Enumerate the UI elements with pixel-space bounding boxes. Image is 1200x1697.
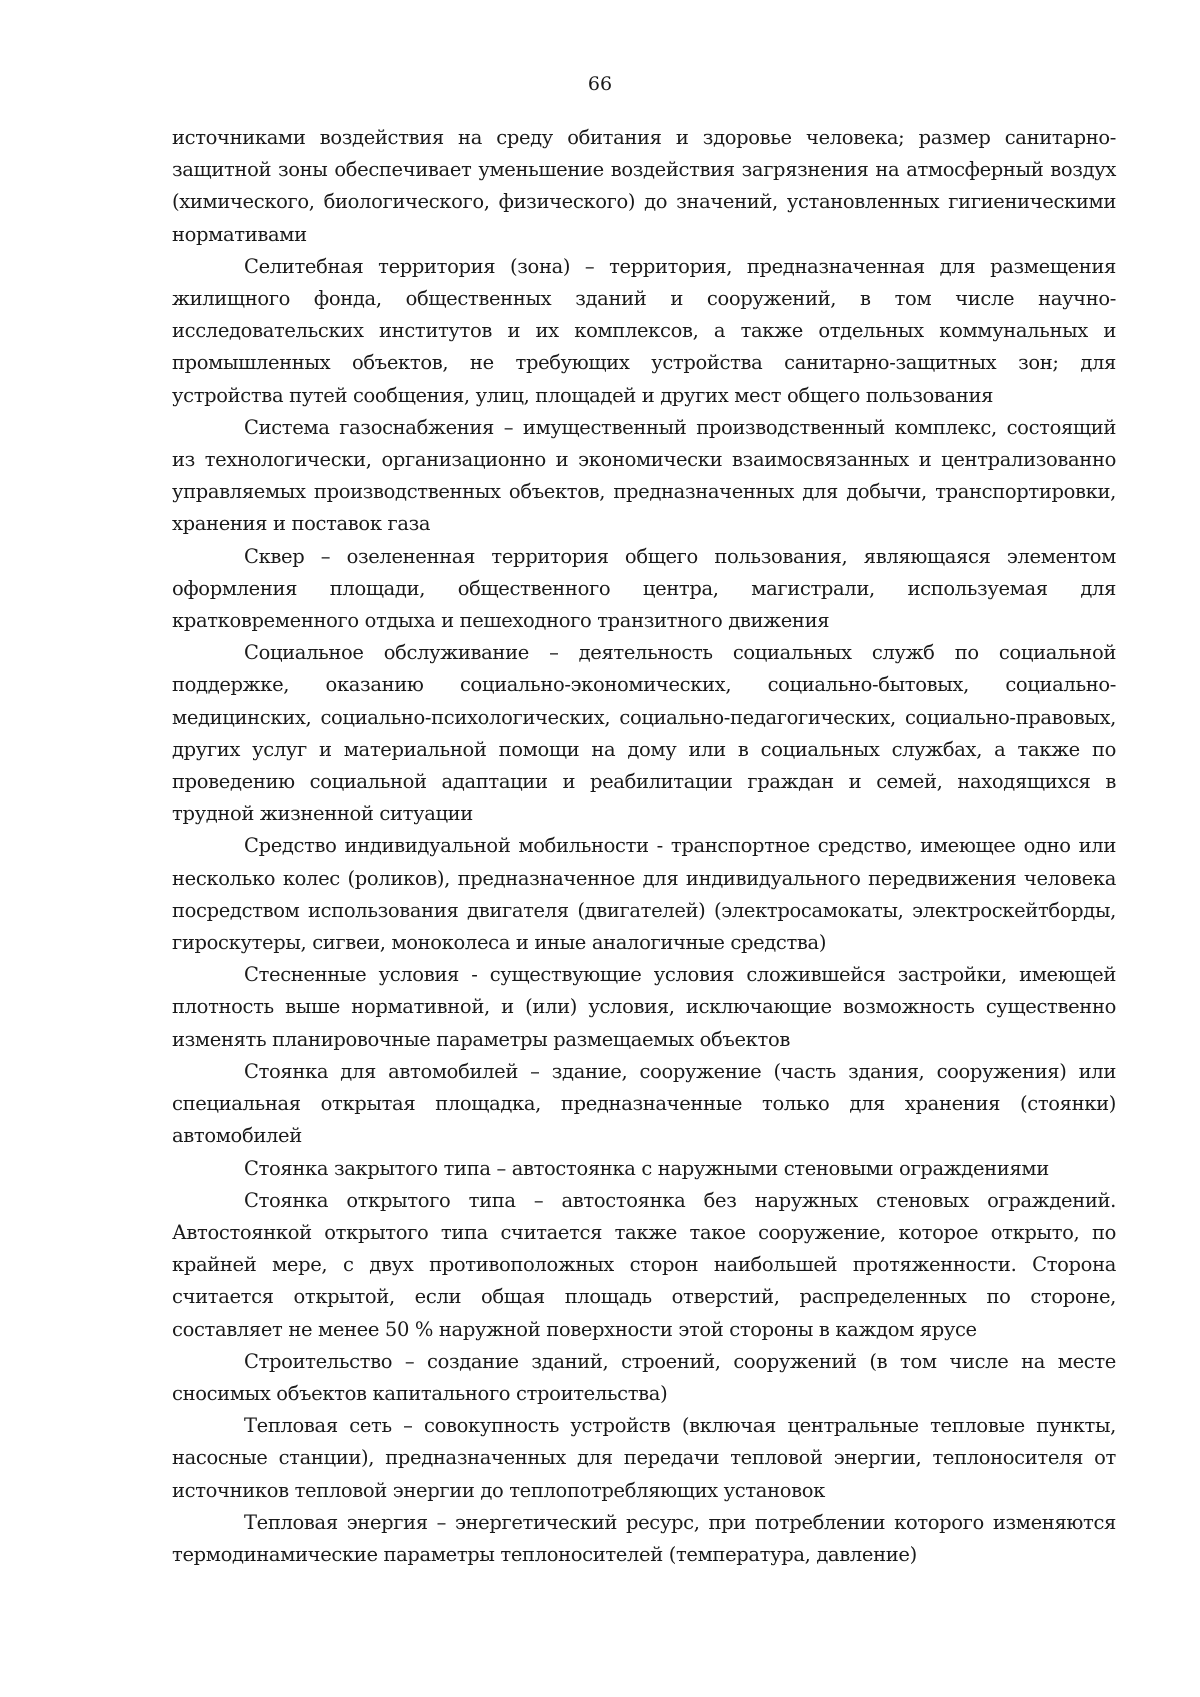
- paragraph-stroitelstvo: Строительство – создание зданий, строений, сооружений (в том числе на месте сносимых объектов капитального строительства): [172, 1349, 1116, 1405]
- paragraph-stesnennye-usloviya: Стесненные условия - существующие условия сложившейся застройки, имеющей плотность выше нормативной, и (или) условия, исключающие возможность существенно изменять планировочные параметры размещаемых объектов: [172, 963, 1116, 1051]
- document-body: [172, 122, 1116, 1571]
- paragraph-selitebnaya-territoriya: Селитебная территория (зона) – территория, предназначенная для размещения жилищного фонда, общественных зданий и сооружений, в том числе научно-исследовательских институтов и их комплексов, а также отдельных коммунальных и промышленных объектов, не требующих устройства санитарно-защитных зон; для устройства путей сообщения, улиц, площадей и других мест общего пользования: [172, 254, 1116, 407]
- paragraph-stoyanka-otkrytogo-tipa: Стоянка открытого типа – автостоянка без наружных стеновых ограждений. Автостоянкой открытого типа считается также такое сооружение, которое открыто, по крайней мере, с двух противоположных сторон наибольшей протяженности. Сторона считается открытой, если общая площадь отверстий, распределенных по стороне, составляет не менее 50 % наружной поверхности этой стороны в каждом ярусе: [172, 1188, 1116, 1341]
- paragraph-sistema-gazosnabzheniya: Система газоснабжения – имущественный производственный комплекс, состоящий из технологически, организационно и экономически взаимосвязанных и централизованно управляемых производственных объектов, предназначенных для добычи, транспортировки, хранения и поставок газа: [172, 415, 1116, 536]
- paragraph-stoyanka-zakrytogo-tipa: Стоянка закрытого типа – автостоянка с наружными стеновыми ограждениями: [244, 1156, 1049, 1180]
- paragraph-teplovaya-set: Тепловая сеть – совокупность устройств (включая центральные тепловые пункты, насосные станции), предназначенных для передачи тепловой энергии, теплоносителя от источников тепловой энергии до теплопотребляющих установок: [172, 1414, 1116, 1502]
- paragraph-skver: Сквер – озелененная территория общего пользования, являющаяся элементом оформления площади, общественного центра, магистрали, используемая для кратковременного отдыха и пешеходного транзитного движения: [172, 544, 1116, 633]
- paragraph-sredstvo-mobilnosti: Средство индивидуальной мобильности - транспортное средство, имеющее одно или несколько колес (роликов), предназначенное для индивидуального передвижения человека посредством использования двигателя (двигателей) (электросамокаты, электроскейтборды, гироскутеры, сигвеи, моноколеса и иные аналогичные средства): [172, 834, 1116, 955]
- page-number: 66: [587, 73, 613, 95]
- paragraph-stoyanka-avtomobiley: Стоянка для автомобилей – здание, сооружение (часть здания, сооружения) или специальная открытая площадка, предназначенные только для хранения (стоянки) автомобилей: [172, 1059, 1116, 1148]
- paragraph-teplovaya-energiya: Тепловая энергия – энергетический ресурс, при потреблении которого изменяются термодинамические параметры теплоносителей (температура, давление): [172, 1510, 1116, 1566]
- paragraph-continuation: источниками воздействия на среду обитания и здоровье человека; размер санитарно-защитной зоны обеспечивает уменьшение воздействия загрязнения на атмосферный воздух (химического, биологического, физического) до значений, установленных гигиеническими нормативами: [172, 126, 1116, 246]
- paragraph-socialnoe-obsluzhivanie: Социальное обслуживание – деятельность социальных служб по социальной поддержке, оказанию социально-экономических, социально-бытовых, социально-медицинских, социально-психологических, социально-педагогических, социально-правовых, других услуг и материальной помощи на дому или в социальных службах, а также по проведению социальной адаптации и реабилитации граждан и семей, находящихся в трудной жизненной ситуации: [172, 641, 1116, 826]
